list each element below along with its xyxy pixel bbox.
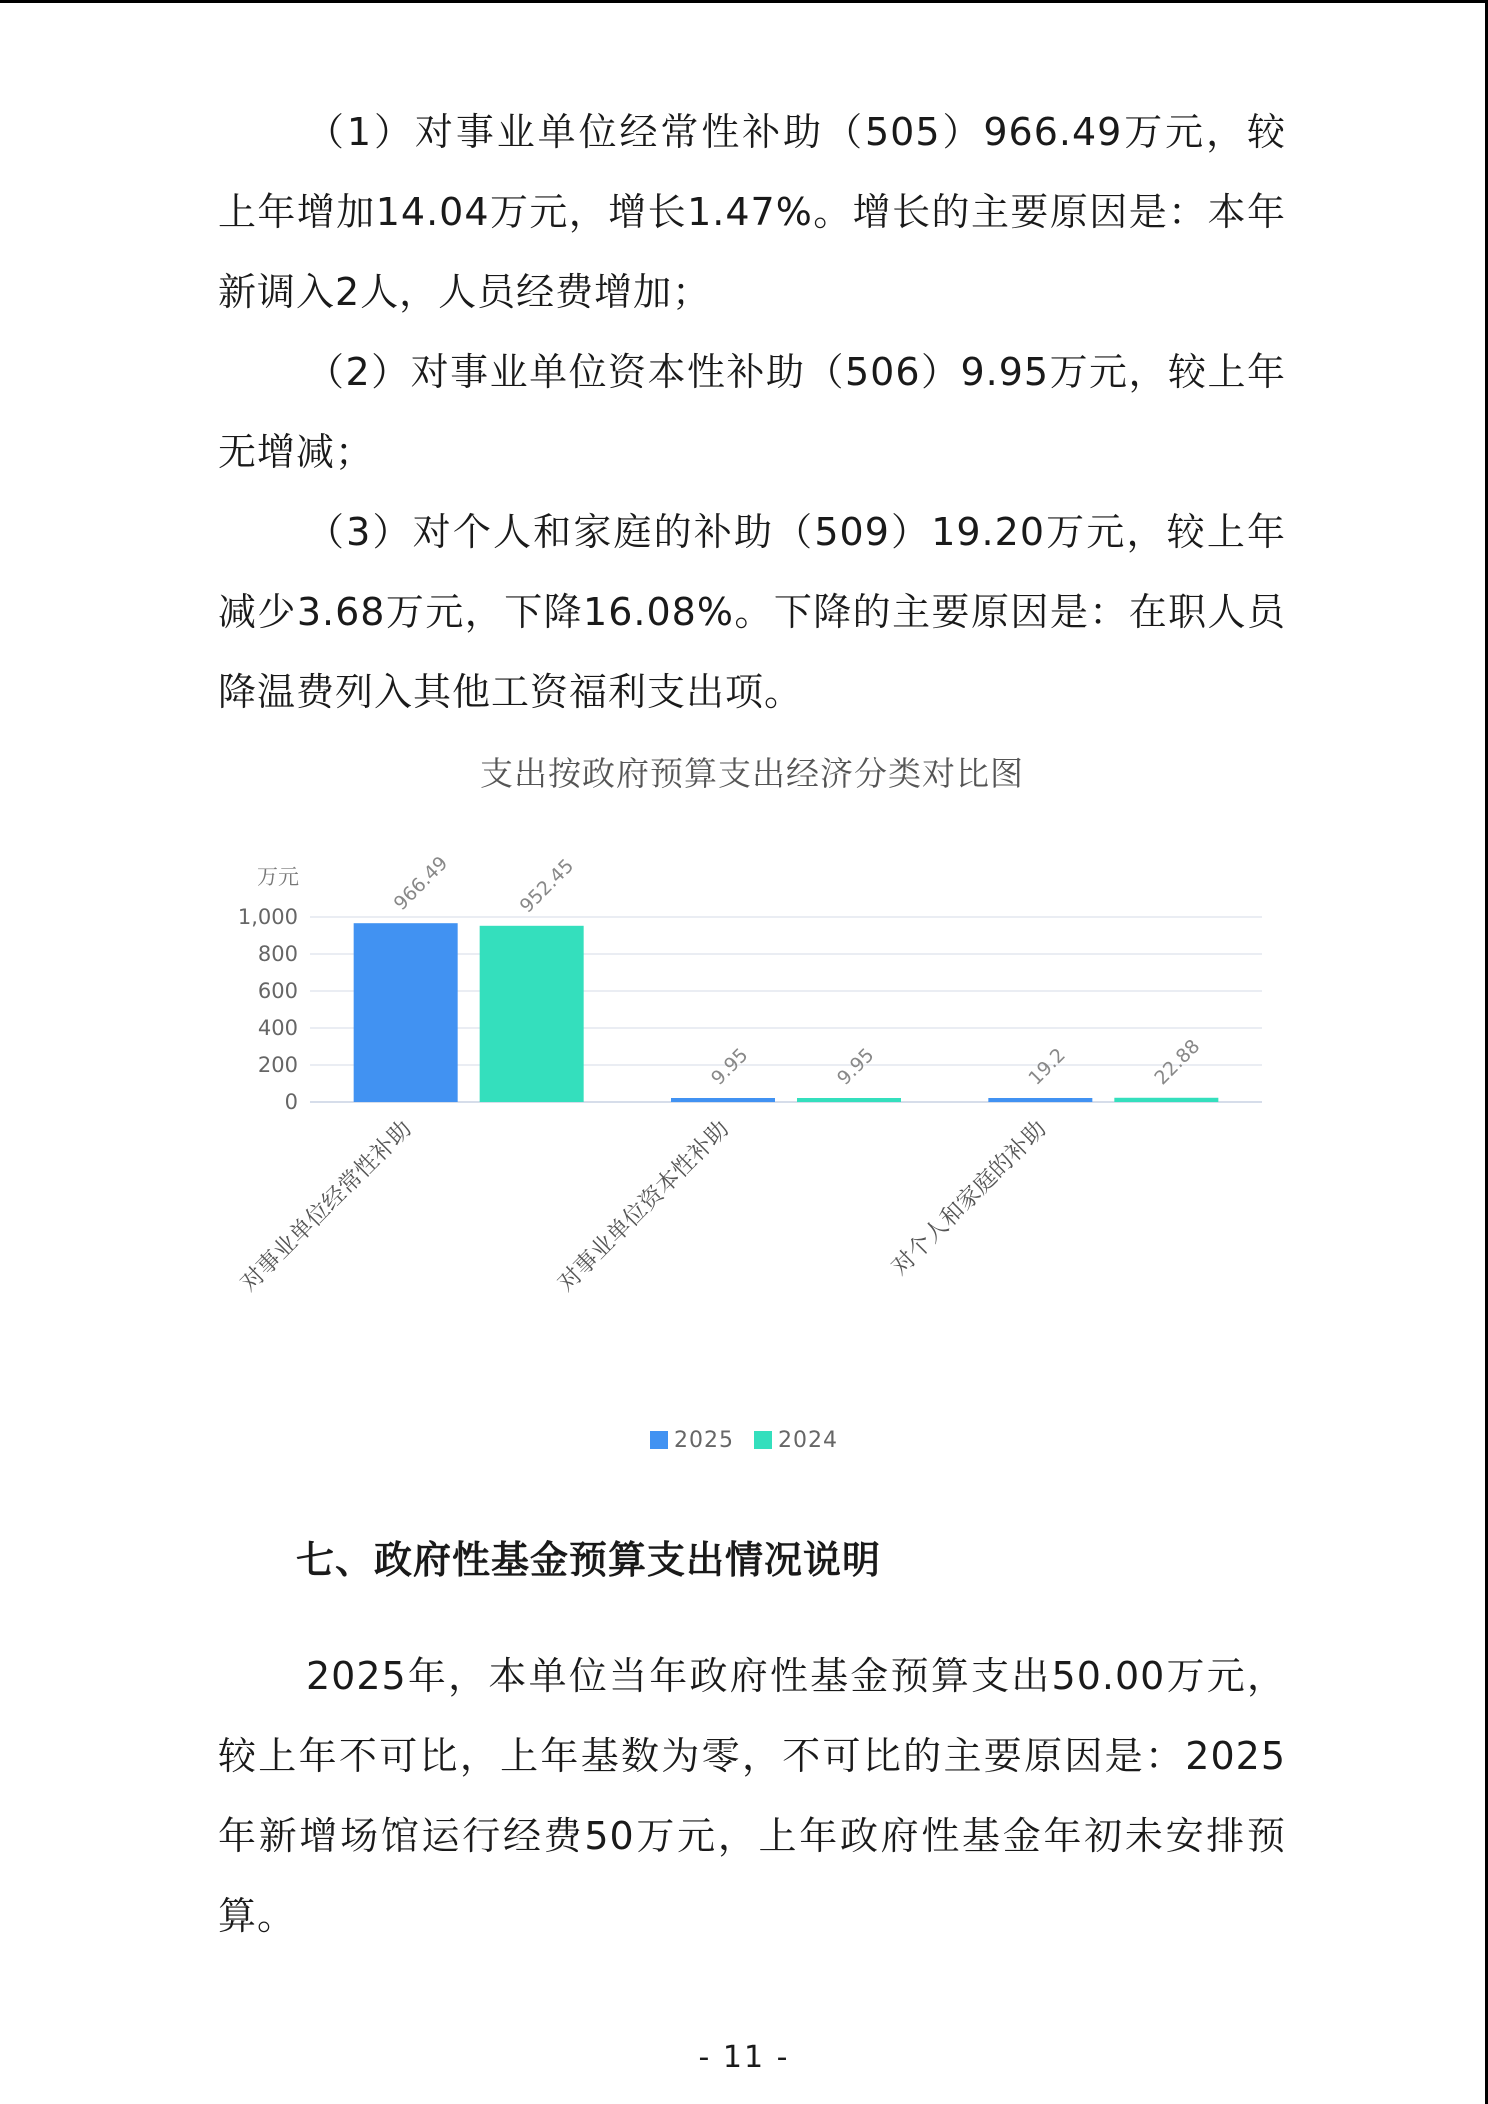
legend-label-2025: 2025 bbox=[674, 1428, 734, 1453]
legend-swatch-2024 bbox=[754, 1431, 772, 1449]
paragraph-household-subsidy: （3）对个人和家庭的补助（509）19.20万元，较上年减少3.68万元，下降16.08%。下降的主要原因是：在职人员降温费列入其他工资福利支出项。 bbox=[218, 510, 1286, 714]
y-tick-label: 400 bbox=[257, 1016, 298, 1040]
paragraph-capital-subsidy: （2）对事业单位资本性补助（506）9.95万元，较上年无增减； bbox=[218, 350, 1286, 474]
legend-item-2024[interactable] bbox=[754, 1428, 838, 1453]
bar-2024 bbox=[1114, 1098, 1218, 1102]
page-number: - 11 - bbox=[698, 2040, 790, 2075]
y-tick-label: 0 bbox=[284, 1090, 298, 1114]
section-heading: 七、政府性基金预算支出情况说明 bbox=[296, 1538, 882, 1582]
data-label: 19.2 bbox=[1024, 1044, 1070, 1090]
bar-2025 bbox=[988, 1098, 1092, 1102]
data-label: 952.45 bbox=[515, 854, 579, 918]
y-tick-label: 1,000 bbox=[237, 905, 298, 929]
y-tick-label: 200 bbox=[257, 1053, 298, 1077]
y-axis-unit-label: 万元 bbox=[257, 865, 299, 889]
data-label: 966.49 bbox=[389, 852, 453, 915]
bar-2025 bbox=[671, 1098, 775, 1102]
legend-item-2025[interactable] bbox=[650, 1428, 734, 1453]
data-label: 9.95 bbox=[832, 1044, 879, 1090]
bar-2024 bbox=[797, 1098, 901, 1102]
fund-paragraph-block bbox=[218, 1636, 1286, 1956]
paragraph-fund-expenditure: 2025年，本单位当年政府性基金预算支出50.00万元，较上年不可比，上年基数为零，不可比的主要原因是：2025年新增场馆运行经费50万元，上年政府性基金年初未安排预算。 bbox=[218, 1654, 1286, 1938]
chart-title: 支出按政府预算支出经济分类对比图 bbox=[480, 754, 1024, 793]
x-tick-label: 对个人和家庭的补助 bbox=[886, 1115, 1052, 1281]
chart-legend bbox=[0, 1428, 1488, 1453]
x-tick-label: 对事业单位经常性补助 bbox=[235, 1115, 417, 1297]
data-label: 9.95 bbox=[706, 1044, 753, 1090]
bar-2024 bbox=[480, 926, 584, 1102]
y-tick-label: 600 bbox=[257, 979, 298, 1003]
paragraph-regular-subsidy: （1）对事业单位经常性补助（505）966.49万元，较上年增加14.04万元，增长1.47%。增长的主要原因是：本年新调入2人，人员经费增加； bbox=[218, 110, 1286, 314]
y-tick-label: 800 bbox=[257, 942, 298, 966]
legend-swatch-2025 bbox=[650, 1431, 668, 1449]
legend-label-2024: 2024 bbox=[778, 1428, 838, 1453]
bar-2025 bbox=[354, 923, 458, 1102]
x-tick-label: 对事业单位资本性补助 bbox=[553, 1115, 735, 1297]
data-label: 22.88 bbox=[1150, 1035, 1205, 1090]
